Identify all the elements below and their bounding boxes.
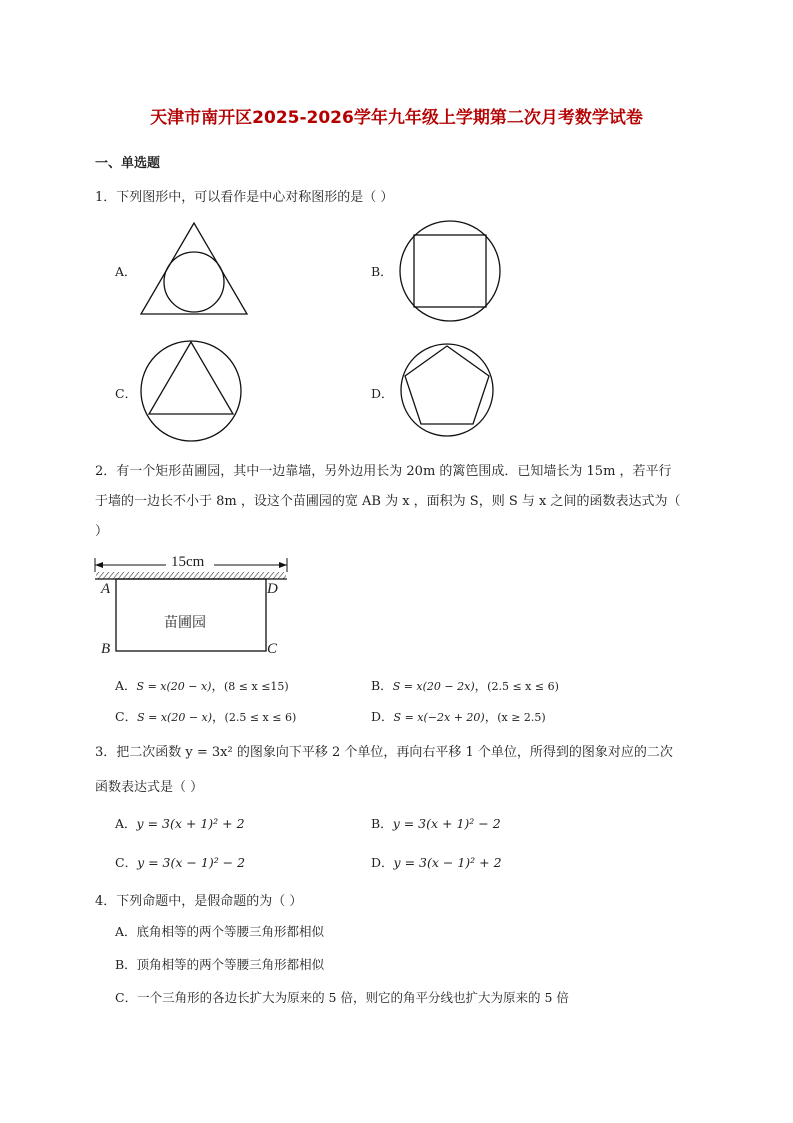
q3-stem-line2: 函数表达式是（ ） (95, 780, 204, 795)
q2-point-c: C (267, 641, 278, 657)
q2-point-d: D (267, 581, 278, 597)
q3-stem-line1: 3．把二次函数 y = 3x² 的图象向下平移 2 个单位，再向右平移 1 个单位，所得到的图象对应的二次 (95, 745, 673, 760)
page-title: 天津市南开区2025-2026学年九年级上学期第二次月考数学试卷 (150, 108, 643, 128)
q2-option-c: C．S = x(20 − x)，(2.5 ≤ x ≤ 6) (115, 709, 297, 724)
q3-option-d: D．y = 3(x − 1)² + 2 (371, 855, 502, 870)
q1-option-b-label: B． (371, 264, 393, 279)
q3-option-a: A．y = 3(x + 1)² + 2 (115, 816, 245, 831)
q2-option-b: B．S = x(20 − 2x)，(2.5 ≤ x ≤ 6) (371, 678, 559, 693)
q1-option-c-label: C． (115, 386, 138, 401)
q2-option-a: A．S = x(20 − x)，(8 ≤ x ≤15) (115, 678, 289, 693)
q2-garden-label: 苗圃园 (164, 615, 206, 631)
q2-stem-line2: 于墙的一边长不小于 8m ，设这个苗圃园的宽 AB 为 x ，面积为 S，则 S 与 x 之间的函数表达式为（ (95, 494, 681, 509)
q2-stem-line1: 2．有一个矩形苗圃园，其中一边靠墙，另外边用长为 20m 的篱笆围成．已知墙长为 15m ，若平行 (95, 464, 672, 479)
q1-figure-c (138, 339, 244, 443)
q1-stem: 1．下列图形中，可以看作是中心对称图形的是（ ） (95, 190, 394, 205)
q4-stem: 4．下列命题中，是假命题的为（ ） (95, 894, 303, 909)
q2-option-d: D．S = x(−2x + 20)，(x ≥ 2.5) (371, 709, 546, 724)
q1-option-a-label: A． (115, 264, 137, 279)
q2-point-a: A (101, 581, 111, 597)
q1-option-d-label: D． (371, 386, 394, 401)
q4-option-b: B．顶角相等的两个等腰三角形都相似 (115, 957, 325, 972)
q2-stem-line3: ） (95, 524, 109, 539)
q2-wall-length-label: 15cm (171, 554, 205, 570)
q4-option-c: C．一个三角形的各边长扩大为原来的 5 倍，则它的角平分线也扩大为原来的 5 倍 (115, 990, 569, 1005)
q3-option-b: B．y = 3(x + 1)² − 2 (371, 816, 501, 831)
section-heading: 一、单选题 (95, 156, 161, 171)
q4-option-a: A．底角相等的两个等腰三角形都相似 (115, 924, 325, 939)
q1-figure-b (396, 219, 504, 325)
q1-figure-a (138, 220, 250, 318)
q3-option-c: C．y = 3(x − 1)² − 2 (115, 855, 246, 870)
q2-point-b: B (101, 641, 111, 657)
q1-figure-d (396, 343, 500, 439)
